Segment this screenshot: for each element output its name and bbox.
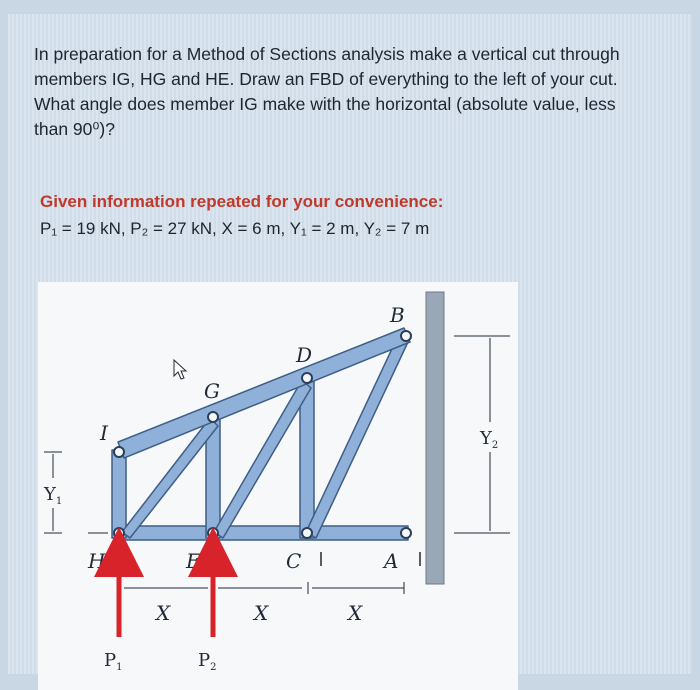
given-heading: Given information repeated for your convenience: — [40, 192, 444, 211]
label-D: D — [296, 343, 313, 367]
joint-E — [208, 528, 218, 538]
label-P2: $P_2$ — [198, 650, 217, 673]
label-X-3: X — [348, 601, 363, 625]
joint-A — [401, 528, 411, 538]
label-H: H — [88, 549, 106, 573]
given-values: P₁ = 19 kN, P₂ = 27 kN, X = 6 m, Y₁ = 2 m, Y₂ = 7 m — [40, 219, 430, 238]
label-Y1: $Y_1$ — [44, 484, 63, 507]
label-B: B — [390, 303, 405, 327]
screenshot-panel — [8, 14, 692, 674]
label-Y2: $Y_2$ — [480, 428, 499, 451]
label-I: I — [100, 421, 108, 445]
support-arrows — [112, 544, 420, 566]
label-G: G — [204, 379, 220, 403]
label-C: C — [286, 549, 302, 573]
x-dimensions — [124, 582, 404, 594]
member-bottom-chord — [116, 526, 408, 540]
joint-G — [208, 412, 218, 422]
label-X-1: X — [156, 601, 171, 625]
joint-H — [114, 528, 124, 538]
wall-support — [426, 292, 444, 584]
label-P1: $P_1$ — [104, 650, 123, 673]
truss-figure — [38, 282, 518, 690]
question-line-4: than 90⁰)? — [34, 119, 115, 139]
question-text — [34, 42, 664, 142]
question-line-3: What angle does member IG make with the horizontal (absolute value, less — [34, 94, 616, 114]
member-top-chord — [118, 328, 410, 458]
member-HI — [112, 450, 126, 538]
question-line-2: members IG, HG and HE. Draw an FBD of everything to the left of your cut. — [34, 69, 618, 89]
label-E: E — [186, 549, 201, 573]
truss-members — [112, 328, 410, 540]
label-A: A — [384, 549, 399, 573]
mouse-cursor-icon — [174, 360, 186, 379]
joint-C — [302, 528, 312, 538]
joint-B — [401, 331, 411, 341]
joint-D — [302, 373, 312, 383]
label-X-2: X — [254, 601, 269, 625]
joint-I — [114, 447, 124, 457]
question-line-1: In preparation for a Method of Sections analysis make a vertical cut through — [34, 44, 620, 64]
truss-diagram — [38, 282, 518, 690]
